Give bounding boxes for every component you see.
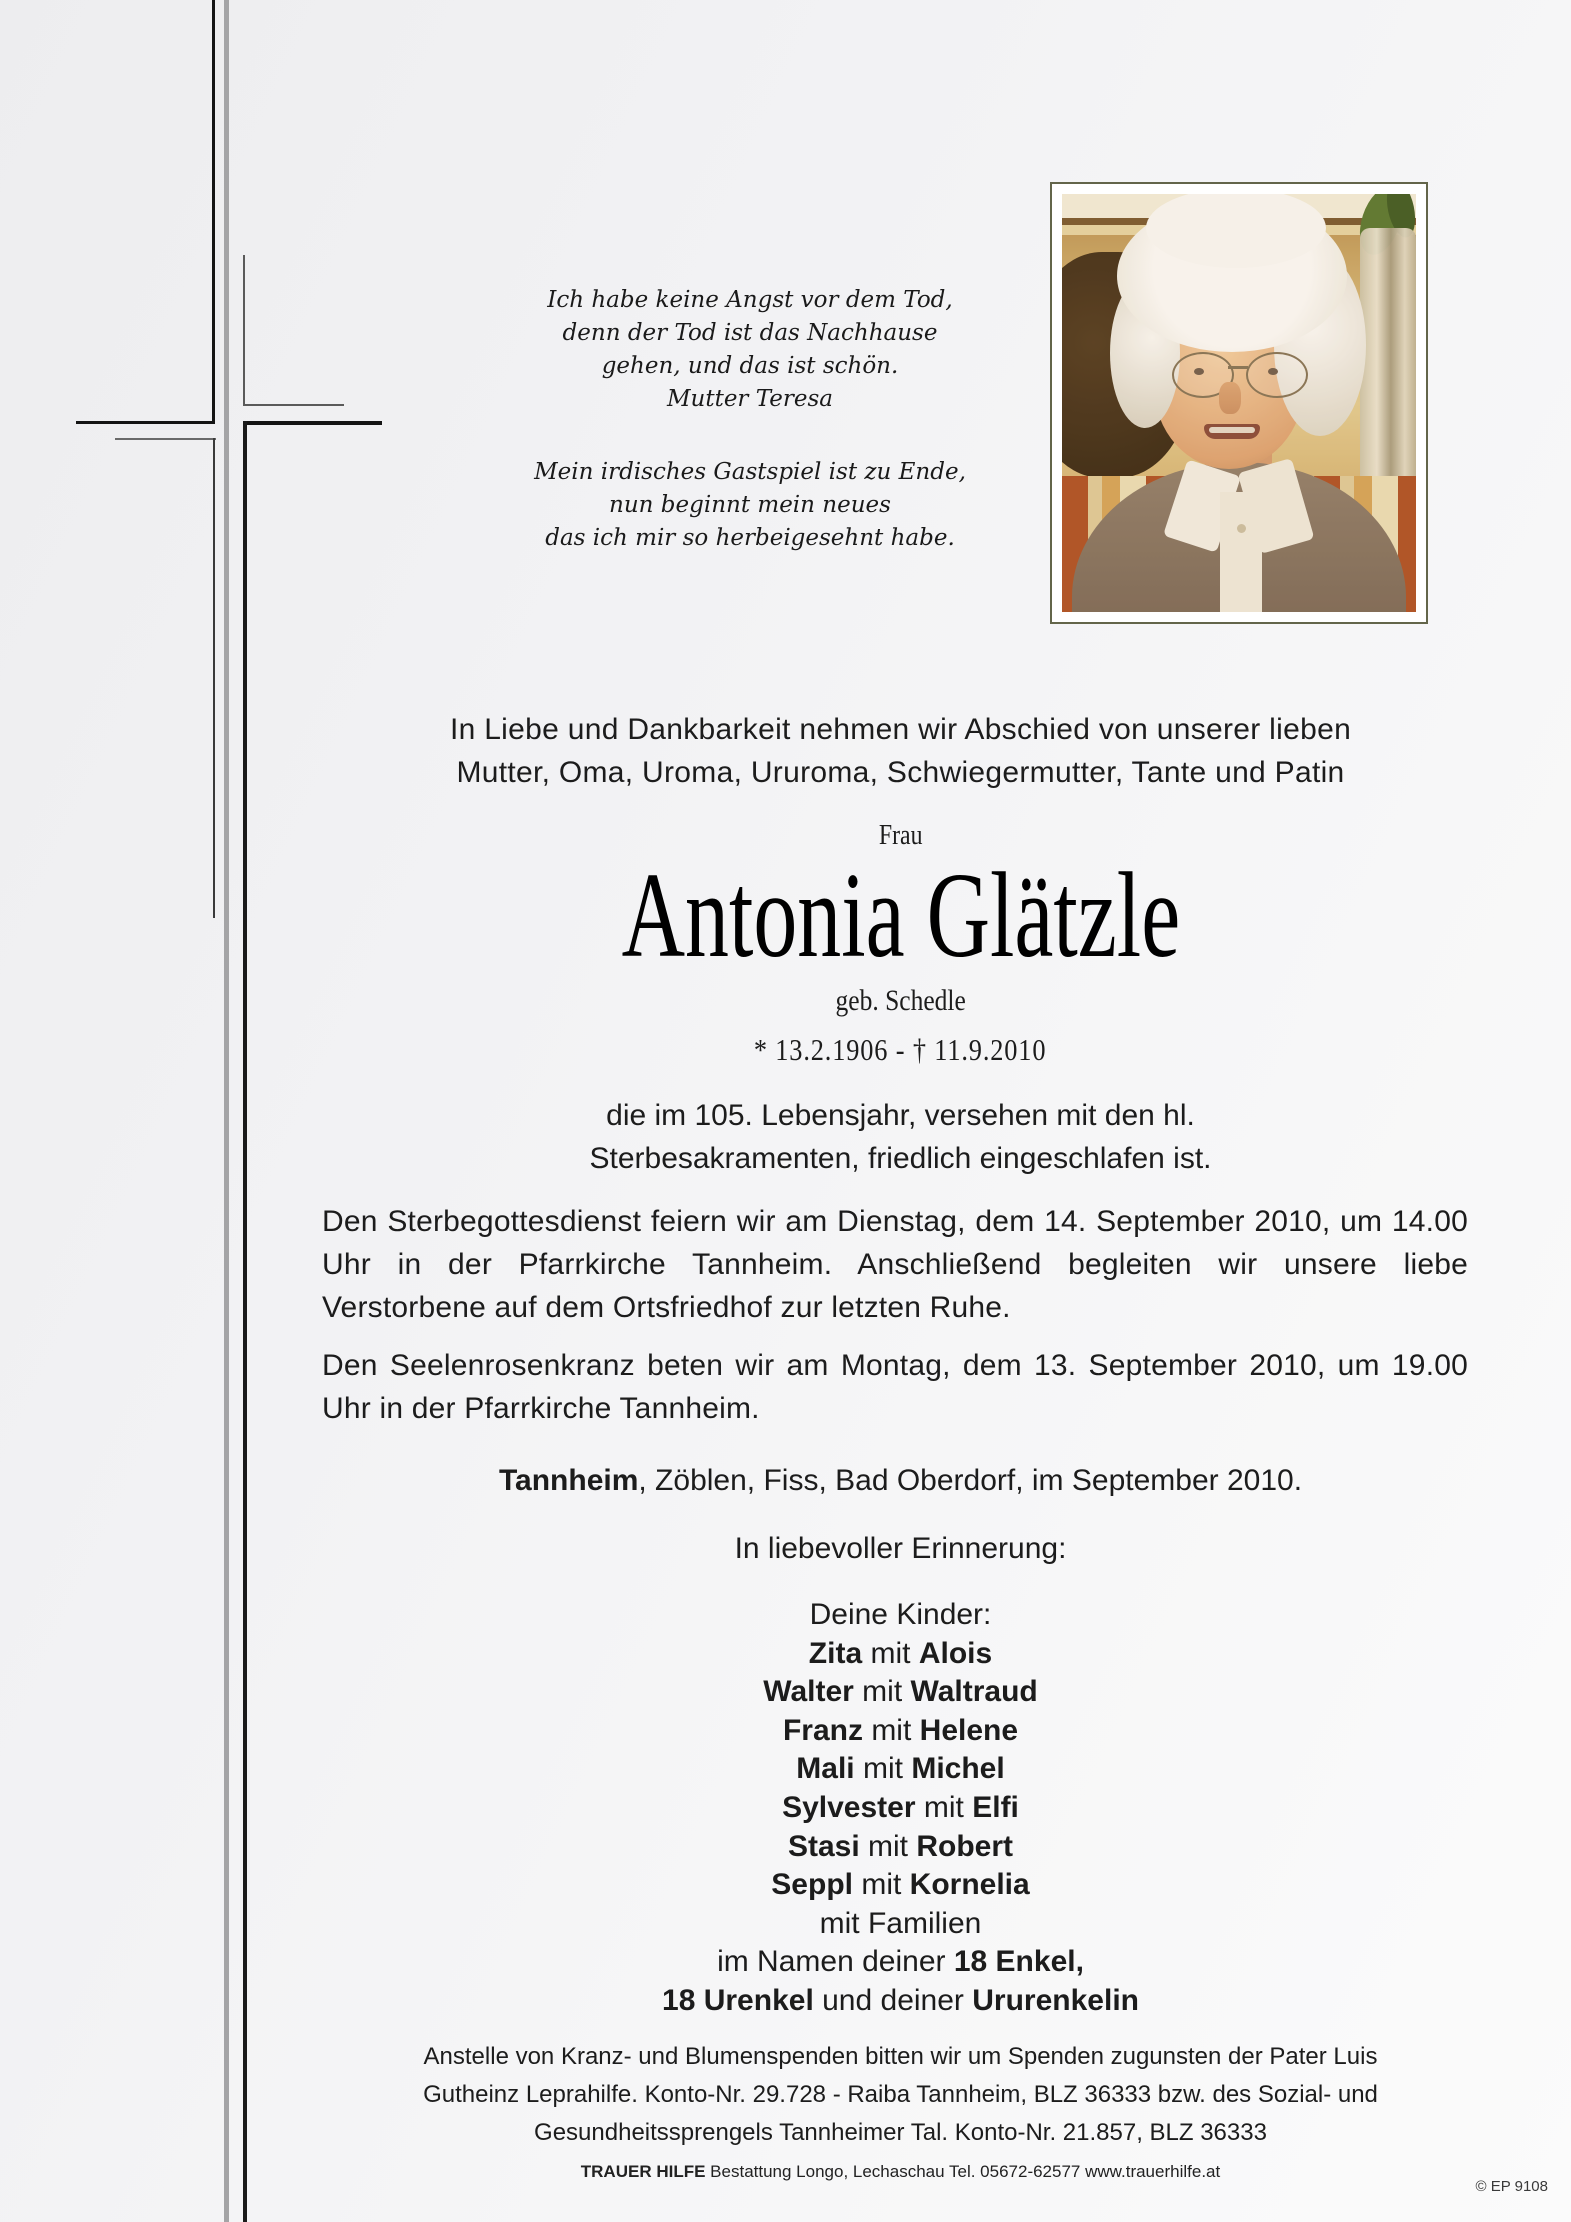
mourners-list xyxy=(330,1596,1471,2021)
deceased-name: Antonia Glätzle xyxy=(621,848,1180,983)
cross-vertical-dark-lower-line xyxy=(243,421,247,2222)
portrait-photo-frame xyxy=(1050,182,1428,624)
mourner-row: Sylvester mit Elfi xyxy=(782,1790,1019,1824)
funeral-home-footer xyxy=(330,2162,1471,2182)
quote-line: gehen, und das ist schön. xyxy=(601,353,899,379)
passing-line: die im 105. Lebensjahr, versehen mit den hl. xyxy=(606,1099,1195,1132)
salutation: Frau xyxy=(878,820,923,851)
maiden-name: geb. Schedle xyxy=(835,984,966,1017)
birth-death-dates: * 13.2.1906 - † 11.9.2010 xyxy=(754,1032,1047,1067)
photo-sepia-overlay xyxy=(1062,194,1416,612)
cross-vertical-gray-line xyxy=(224,0,229,2222)
mourner-row: Franz mit Helene xyxy=(782,1713,1019,1747)
mourner-row: Stasi mit Robert xyxy=(787,1829,1014,1863)
cross-thin-vertical-lower-left-line xyxy=(213,438,215,918)
quote-line: das ich mir so herbeigesehnt habe. xyxy=(545,525,955,551)
print-code: © EP 9108 xyxy=(1475,2178,1548,2195)
mourner-row-urenkel: 18 Urenkel und deiner Ururenkelin xyxy=(662,1983,1139,2017)
mourner-row: Walter mit Waltraud xyxy=(763,1675,1038,1709)
mourner-row: Seppl mit Kornelia xyxy=(771,1868,1030,1902)
intro-line: Mutter, Oma, Uroma, Ururoma, Schwiegermutter, Tante und Patin xyxy=(456,756,1345,789)
donation-line: Gutheinz Leprahilfe. Konto-Nr. 29.728 - Raiba Tannheim, BLZ 36333 bzw. des Sozial- und xyxy=(423,2081,1378,2108)
mourner-row: Mali mit Michel xyxy=(796,1752,1005,1786)
donation-line: Anstelle von Kranz- und Blumenspenden bitten wir um Spenden zugunsten der Pater Luis xyxy=(423,2043,1378,2070)
donation-paragraph xyxy=(330,2038,1471,2152)
portrait-photo xyxy=(1062,194,1416,612)
location-date-line xyxy=(330,1464,1471,1498)
funeral-home-info: Bestattung Longo, Lechaschau Tel. 05672-62577 www.trauerhilfe.at xyxy=(710,2162,1221,2181)
cross-thin-vertical-upper-right-line xyxy=(243,255,245,406)
donation-line: Gesundheitssprengels Tannheimer Tal. Konto-Nr. 21.857, BLZ 36333 xyxy=(534,2119,1267,2146)
quote-line: Mein irdisches Gastspiel ist zu Ende, xyxy=(534,459,966,485)
children-heading: Deine Kinder: xyxy=(809,1598,992,1631)
location-rest: , Zöblen, Fiss, Bad Oberdorf, im September 2010. xyxy=(638,1464,1303,1497)
rosary-paragraph: Den Seelenrosenkranz beten wir am Montag, dem 13. September 2010, um 19.00 Uhr in der Pfarrkirche Tannheim. xyxy=(322,1349,1468,1425)
remembrance-heading: In liebevoller Erinnerung: xyxy=(734,1532,1067,1565)
farewell-intro xyxy=(330,708,1471,794)
passing-text xyxy=(330,1094,1471,1180)
quote-attribution: Mutter Teresa xyxy=(666,386,834,412)
cross-vertical-dark-upper-line xyxy=(212,0,215,421)
intro-line: In Liebe und Dankbarkeit nehmen wir Abschied von unserer lieben xyxy=(449,713,1352,746)
opening-quote xyxy=(470,284,1030,416)
mourner-row-familien: mit Familien xyxy=(819,1906,982,1940)
quote-line: nun beginnt mein neues xyxy=(609,492,891,518)
cross-thin-horizontal-upper-right-line xyxy=(243,404,344,406)
mourner-row-enkel: im Namen deiner 18 Enkel, xyxy=(717,1945,1084,1979)
quote-line: Ich habe keine Angst vor dem Tod, xyxy=(547,287,953,313)
mourner-row: Zita mit Alois xyxy=(808,1636,993,1670)
funeral-service-paragraph: Den Sterbegottesdienst feiern wir am Dienstag, dem 14. September 2010, um 14.00 Uhr in der Pfarrkirche Tannheim. Anschließend begleiten wir unsere liebe Verstorbene auf dem Ortsfriedhof zur letzten Ruhe. xyxy=(322,1205,1468,1324)
quote-line: denn der Tod ist das Nachhause xyxy=(562,320,938,346)
cross-thin-horizontal-lower-left-line xyxy=(115,438,216,440)
location-bold: Tannheim xyxy=(498,1464,639,1497)
second-quote xyxy=(470,456,1030,555)
cross-horizontal-left-arm xyxy=(76,421,215,424)
funeral-home-brand: TRAUER HILFE xyxy=(580,2162,706,2181)
passing-line: Sterbesakramenten, friedlich eingeschlafen ist. xyxy=(589,1142,1212,1175)
cross-horizontal-right-arm xyxy=(244,421,382,425)
